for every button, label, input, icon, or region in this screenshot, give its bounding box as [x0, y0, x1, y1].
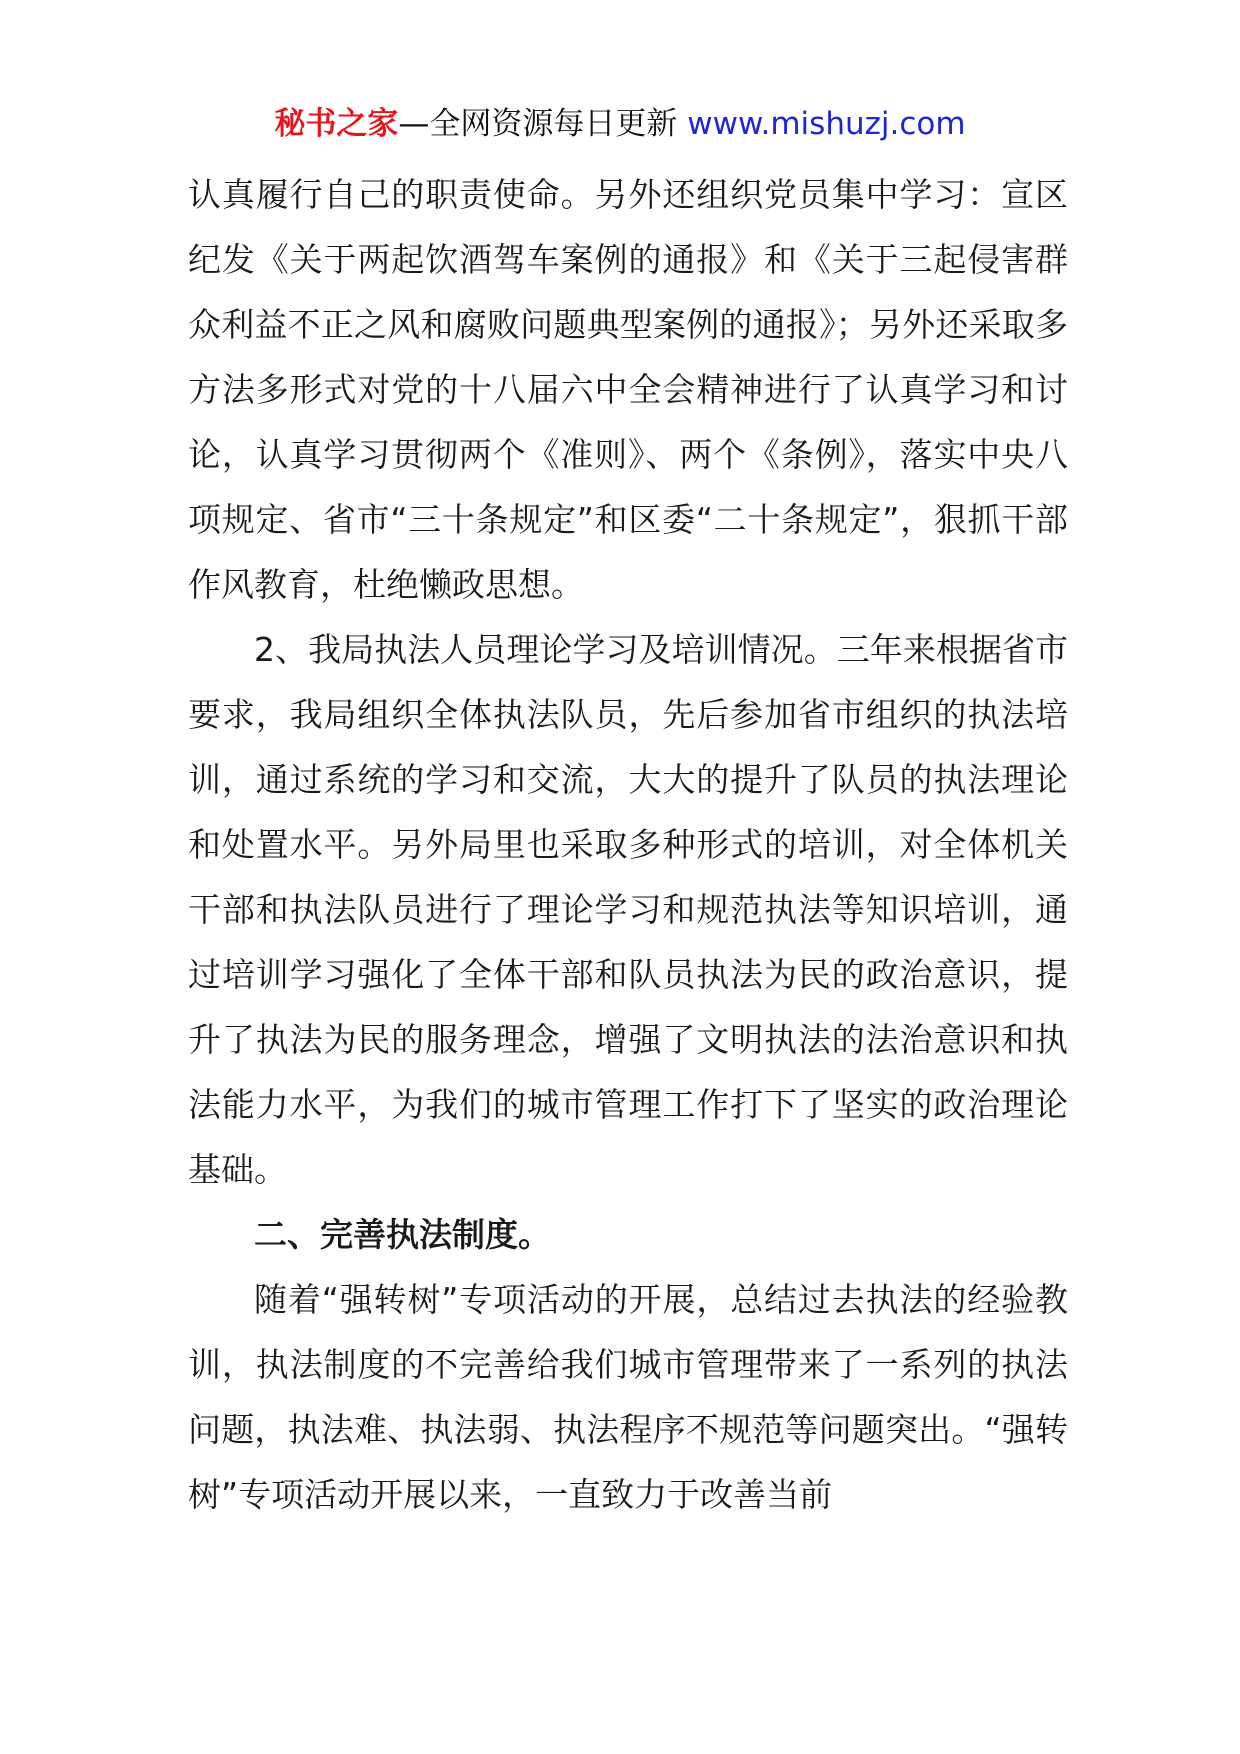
- site-brand: 秘书之家: [274, 106, 399, 142]
- site-tagline: —全网资源每日更新: [398, 106, 678, 142]
- site-header: [0, 104, 1240, 144]
- site-url-link[interactable]: www.mishuzj.com: [687, 106, 966, 142]
- paragraph-training: 2、我局执法人员理论学习及培训情况。三年来根据省市要求，我局组织全体执法队员，先后参加省市组织的执法培训，通过系统的学习和交流，大大的提升了队员的执法理论和处置水平。另外局里也采取多种形式的培训，对全体机关干部和执法队员进行了理论学习和规范执法等知识培训，通过培训学习强化了全体干部和队员执法为民的政治意识，提升了执法为民的服务理念，增强了文明执法的法治意识和执法能力水平，为我们的城市管理工作打下了坚实的政治理论基础。: [188, 630, 1068, 1189]
- paragraph-enforcement-system: 随着“强转树”专项活动的开展，总结过去执法的经验教训，执法制度的不完善给我们城市管理带来了一系列的执法问题，执法难、执法弱、执法程序不规范等问题突出。“强转树”专项活动开展以来，一直致力于改善当前: [188, 1280, 1068, 1514]
- paragraph-duty-and-study: 认真履行自己的职责使命。另外还组织党员集中学习：宣区纪发《关于两起饮酒驾车案例的通报》和《关于三起侵害群众利益不正之风和腐败问题典型案例的通报》；另外还采取多方法多形式对党的十八届六中全会精神进行了认真学习和讨论，认真学习贯彻两个《准则》、两个《条例》，落实中央八项规定、省市“三十条规定”和区委“二十条规定”，狠抓干部作风教育，杜绝懒政思想。: [188, 175, 1068, 604]
- section-heading-enforcement-system: 二、完善执法制度。: [254, 1215, 551, 1254]
- document-body: [188, 162, 1068, 1527]
